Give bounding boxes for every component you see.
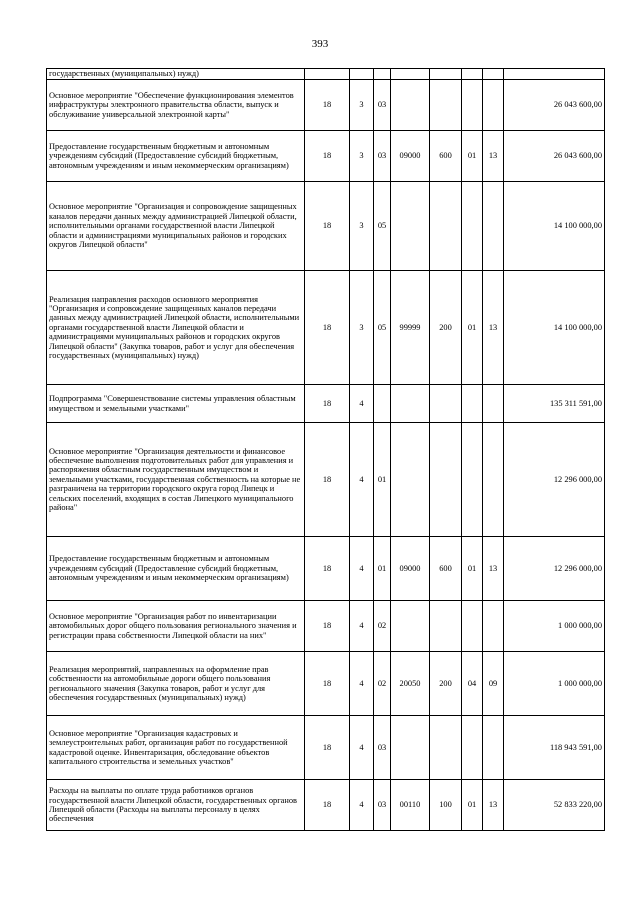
code-cell [430,601,462,652]
description-cell: государственных (муниципальных) нужд) [47,69,305,80]
code-cell: 4 [350,385,374,423]
code-cell [430,80,462,131]
code-cell: 00110 [391,780,430,831]
code-cell: 18 [305,80,350,131]
code-cell [483,80,504,131]
table-row [47,385,605,423]
code-cell: 3 [350,131,374,182]
code-cell: 18 [305,780,350,831]
description-cell: Основное мероприятие "Организация работ по инвентаризации автомобильных дорог общего пользования регионального значения и регистрации права собственности Липецкой области на них" [47,601,305,652]
code-cell [391,182,430,271]
code-cell: 600 [430,131,462,182]
code-cell: 01 [462,271,483,385]
code-cell: 4 [350,716,374,780]
code-cell: 200 [430,271,462,385]
code-cell: 18 [305,537,350,601]
code-cell: 05 [374,271,391,385]
description-cell: Предоставление государственным бюджетным и автономным учреждениям субсидий (Предоставление субсидий бюджетным, автономным учреждениям и иным некоммерческим организациям) [47,131,305,182]
code-cell [374,69,391,80]
code-cell: 01 [374,423,391,537]
description-cell: Предоставление государственным бюджетным и автономным учреждениям субсидий (Предоставление субсидий бюджетным, автономным учреждениям и иным некоммерческим организациям) [47,537,305,601]
code-cell [350,69,374,80]
table-row [47,271,605,385]
code-cell [483,716,504,780]
code-cell [391,423,430,537]
description-cell: Основное мероприятие "Организация кадастровых и землеустроительных работ, организация работ по государственной кадастровой оценке. Инвентаризация, обследование объектов капитального строительства и земельных участков" [47,716,305,780]
code-cell: 200 [430,652,462,716]
code-cell: 3 [350,80,374,131]
code-cell [391,385,430,423]
code-cell [430,69,462,80]
description-cell: Реализация мероприятий, направленных на оформление прав собственности на автомобильные дороги общего пользования регионального значения (Закупка товаров, работ и услуг для обеспечения государственных (муниципальных) нужд) [47,652,305,716]
code-cell: 100 [430,780,462,831]
code-cell: 01 [462,780,483,831]
code-cell: 18 [305,652,350,716]
code-cell: 18 [305,182,350,271]
code-cell: 13 [483,131,504,182]
table-row [47,652,605,716]
code-cell: 4 [350,423,374,537]
amount-cell: 118 943 591,00 [504,716,605,780]
description-cell: Подпрограмма "Совершенствование системы управления областным имуществом и земельными участками" [47,385,305,423]
code-cell [483,385,504,423]
code-cell: 01 [462,537,483,601]
code-cell: 18 [305,601,350,652]
code-cell [374,385,391,423]
code-cell: 4 [350,652,374,716]
code-cell: 4 [350,537,374,601]
code-cell: 3 [350,271,374,385]
code-cell [305,69,350,80]
code-cell: 600 [430,537,462,601]
code-cell: 13 [483,271,504,385]
code-cell: 18 [305,131,350,182]
code-cell: 03 [374,716,391,780]
amount-cell: 26 043 600,00 [504,131,605,182]
amount-cell: 1 000 000,00 [504,652,605,716]
code-cell [430,423,462,537]
code-cell: 01 [374,537,391,601]
table-row [47,182,605,271]
code-cell [462,69,483,80]
budget-table [46,68,605,831]
code-cell [483,423,504,537]
description-cell: Реализация направления расходов основного мероприятия "Организация и сопровождение защищенных каналов передачи данных между администрацией Липецкой области, исполнительными органами государственной власти Липецкой области и администрациями муниципальных районов и городских округов Липецкой области" (Закупка товаров, работ и услуг для обеспечения государственных (муниципальных) нужд) [47,271,305,385]
table-row [47,716,605,780]
code-cell: 20050 [391,652,430,716]
table-row [47,780,605,831]
code-cell [462,716,483,780]
table-row [47,537,605,601]
code-cell [430,716,462,780]
code-cell: 3 [350,182,374,271]
amount-cell: 14 100 000,00 [504,182,605,271]
code-cell [462,423,483,537]
code-cell: 13 [483,780,504,831]
code-cell [430,182,462,271]
description-cell: Основное мероприятие "Организация и сопровождение защищенных каналов передачи данных между администрацией Липецкой области, исполнительными органами государственной власти Липецкой области и администрациями муниципальных районов и городских округов Липецкой области" [47,182,305,271]
amount-cell: 135 311 591,00 [504,385,605,423]
code-cell: 09000 [391,131,430,182]
code-cell: 4 [350,780,374,831]
code-cell: 03 [374,80,391,131]
code-cell [462,182,483,271]
code-cell: 02 [374,652,391,716]
table-row [47,80,605,131]
amount-cell: 52 833 220,00 [504,780,605,831]
page-number: 393 [311,38,329,50]
code-cell: 18 [305,716,350,780]
table-row [47,69,605,80]
description-cell: Основное мероприятие "Организация деятельности и финансовое обеспечение выполнения подготовительных работ для управления и распоряжения областным государственным имуществом и земельными участками, государственная собственность на которые не разграничена на территории городского округа город Липецк и сельских поселений, входящих в состав Липецкого муниципального района" [47,423,305,537]
code-cell [483,69,504,80]
code-cell: 03 [374,131,391,182]
code-cell: 99999 [391,271,430,385]
code-cell [391,601,430,652]
code-cell: 02 [374,601,391,652]
code-cell: 04 [462,652,483,716]
code-cell: 18 [305,271,350,385]
amount-cell: 12 296 000,00 [504,423,605,537]
code-cell: 05 [374,182,391,271]
amount-cell: 26 043 600,00 [504,80,605,131]
code-cell [483,182,504,271]
code-cell: 13 [483,537,504,601]
code-cell: 09 [483,652,504,716]
code-cell: 09000 [391,537,430,601]
code-cell: 01 [462,131,483,182]
code-cell: 18 [305,385,350,423]
code-cell [391,80,430,131]
amount-cell: 1 000 000,00 [504,601,605,652]
code-cell [483,601,504,652]
code-cell [462,80,483,131]
code-cell: 4 [350,601,374,652]
amount-cell [504,69,605,80]
amount-cell: 14 100 000,00 [504,271,605,385]
code-cell [462,385,483,423]
code-cell [430,385,462,423]
code-cell [391,69,430,80]
description-cell: Расходы на выплаты по оплате труда работников органов государственной власти Липецкой области, государственных органов Липецкой области (Расходы на выплаты персоналу в целях обеспечения [47,780,305,831]
amount-cell: 12 296 000,00 [504,537,605,601]
table-row [47,423,605,537]
code-cell [462,601,483,652]
table-row [47,601,605,652]
code-cell: 18 [305,423,350,537]
code-cell: 03 [374,780,391,831]
code-cell [391,716,430,780]
table-row [47,131,605,182]
description-cell: Основное мероприятие "Обеспечение функционирования элементов инфраструктуры электронного правительства области, выпуск и обслуживание универсальной электронной карты" [47,80,305,131]
